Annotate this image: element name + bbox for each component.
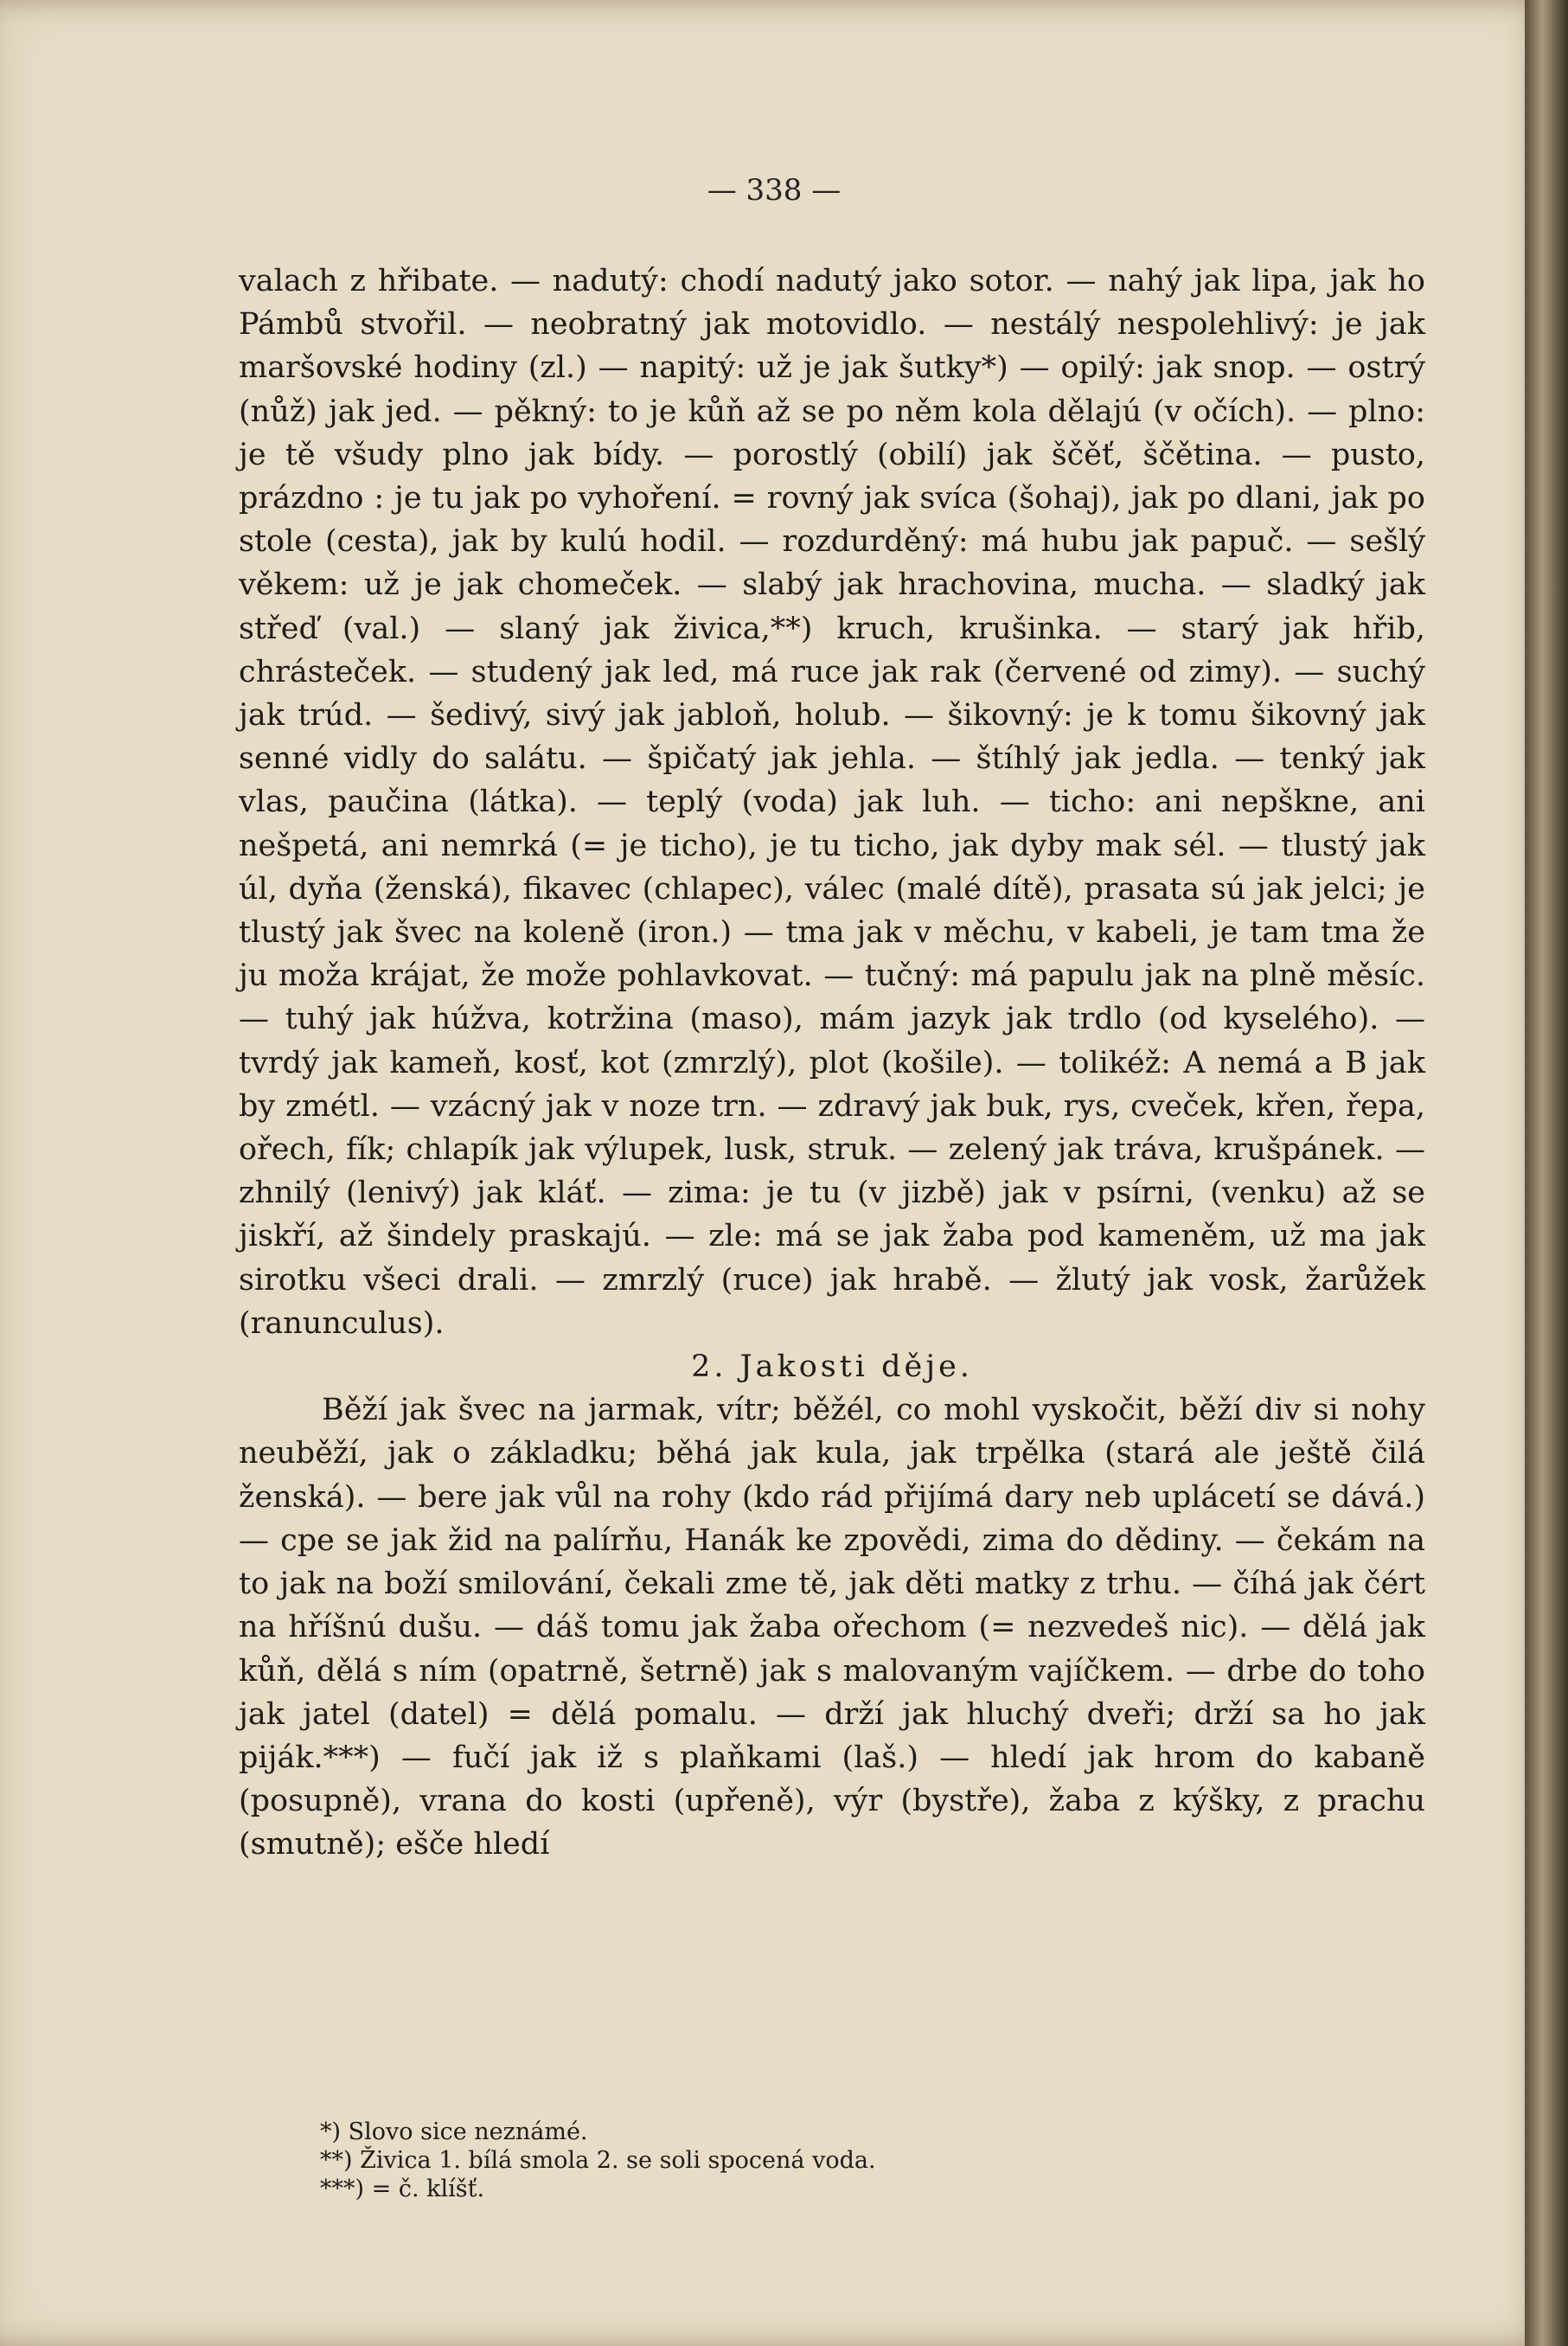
book-edge <box>1525 0 1568 2346</box>
section-title: 2. Jakosti děje. <box>691 1349 973 1385</box>
paragraph-verbs: Běží jak švec na jarmak, vítr; běžél, co mohl vyskočit, běží div si nohy neuběží, jak o základku; běhá jak kula, jak trpělka (stará ale ještě čilá ženská). — bere jak vůl na rohy (kdo rád přijímá dary neb uplácetí se dává.) — cpe se jak žid na palírňu, Hanák ke zpovědi, zima do dědiny. — čekám na to jak na boží smilování, čekali zme tě, jak děti matky z trhu. — číhá jak čért na hříšnú dušu. — dáš tomu jak žaba ořechom (= nezvedeš nic). — dělá jak kůň, dělá s ním (opatrně, šetrně) jak s malovaným vajíčkem. — drbe do toho jak jatel (datel) = dělá pomalu. — drží jak hluchý dveři; drží sa ho jak piják.***) — fučí jak iž s plaňkami (laš.) — hledí jak hrom do kabaně (posupně), vrana do kosti (upřeně), výr (bystře), žaba z kýšky, z prachu (smutně); ešče hledí <box>239 1393 1425 1862</box>
footnotes <box>320 2118 1358 2203</box>
page-number: — 338 — <box>707 173 842 208</box>
footnote-2: **) Živica 1. bílá smola 2. se soli spocená voda. <box>320 2147 876 2174</box>
paragraph-adjectives: valach z hřibate. — nadutý: chodí nadutý jako sotor. — nahý jak lipa, jak ho Pámbů stvořil. — neobratný jak motovidlo. — nestálý nespolehlivý: je jak maršovské hodiny (zl.) — napitý: už je jak šutky*) — opilý: jak snop. — ostrý (nůž) jak jed. — pěkný: to je kůň až se po něm kola dělajú (v očích). — plno: je tě všudy plno jak bídy. — porostlý (obilí) jak ščěť, ščětina. — pusto, prázdno : je tu jak po vyhoření. = rovný jak svíca (šohaj), jak po dlani, jak po stole (cesta), jak by kulú hodil. — rozdurděný: má hubu jak papuč. — sešlý věkem: už je jak chomeček. — slabý jak hrachovina, mucha. — sladký jak střeď (val.) — slaný jak živica,**) kruch, krušinka. — starý jak hřib, chrásteček. — studený jak led, má ruce jak rak (červené od zimy). — suchý jak trúd. — šedivý, sivý jak jabloň, holub. — šikovný: je k tomu šikovný jak senné vidly do salátu. — špičatý jak jehla. — štíhlý jak jedla. — tenký jak vlas, paučina (látka). — teplý (voda) jak luh. — ticho: ani nepškne, ani nešpetá, ani nemrká (= je ticho), je tu ticho, jak dyby mak sél. — tlustý jak úl, dyňa (ženská), fikavec (chlapec), válec (malé dítě), prasata sú jak jelci; je tlustý jak švec na koleně (iron.) — tma jak v měchu, v kabeli, je tam tma že ju moža krájat, že može pohlavkovat. — tučný: má papulu jak na plně měsíc. — tuhý jak húžva, kotržina (maso), mám jazyk jak trdlo (od kyselého). — tvrdý jak kameň, kosť, kot (zmrzlý), plot (košile). — tolikéž: A nemá a B jak by zmétl. — vzácný jak v noze trn. — zdravý jak buk, rys, cveček, křen, řepa, ořech, fík; chlapík jak výlupek, lusk, struk. — zelený jak tráva, krušpánek. — zhnilý (lenivý) jak kláť. — zima: je tu (v jizbě) jak v psírni, (venku) až se jiskří, až šindely praskajú. — zle: má se jak žaba pod kameněm, už ma jak sirotku všeci drali. — zmrzlý (ruce) jak hrabě. — žlutý jak vosk, žarůžek (ranunculus). <box>239 264 1425 1341</box>
page-body <box>239 260 1425 1867</box>
footnote-3: ***) = č. klíšť. <box>320 2176 485 2202</box>
footnote-1: *) Slovo sice neznámé. <box>320 2118 588 2145</box>
